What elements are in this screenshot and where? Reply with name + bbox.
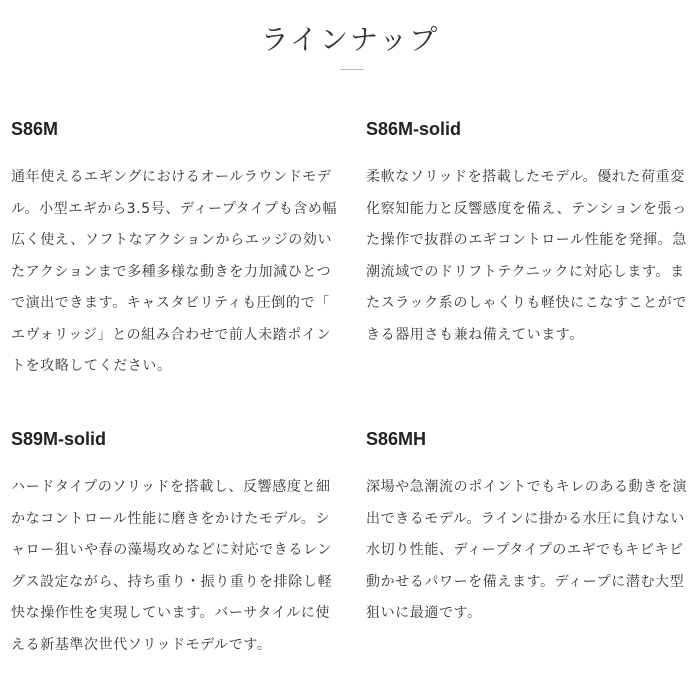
item-description: 深場や急潮流のポイントでもキレのある動きを演出できるモデル。ラインに掛かる水圧に負けない水切り性能、ディープタイプのエギでもキビキビ動かせるパワーを備えます。ディープに潜む大型狙いに最適です。 xyxy=(366,479,688,621)
item-description: 柔軟なソリッドを搭載したモデル。優れた荷重変化察知能力と反響感度を備え、テンションを張った操作で抜群のエギコントロール性能を発揮。急潮流域でのドリフトテクニックに対応します。またスラック系のしゃくりも軽快にこなすことができる器用さも兼ね備えています。 xyxy=(366,169,687,343)
lineup-item-s86m-solid xyxy=(366,114,696,351)
item-name: S89M-solid xyxy=(11,429,107,449)
item-name: S86MH xyxy=(366,429,427,449)
page-title: ラインナップ xyxy=(260,23,440,56)
lineup-item-s86m xyxy=(11,114,341,383)
lineup-item-s86mh xyxy=(366,424,696,630)
lineup-item-s89m-solid xyxy=(11,424,341,661)
item-name: S86M xyxy=(11,119,59,139)
item-description: ハードタイプのソリッドを搭載し、反響感度と細かなコントロール性能に磨きをかけたモデル。シャロー狙いや春の藻場攻めなどに対応できるレングス設定ながら、持ち重り・振り重りを排除し軽快な操作性を実現しています。バーサタイルに使える新基準次世代ソリッドモデルです。 xyxy=(11,479,333,653)
item-description: 通年使えるエギングにおけるオールラウンドモデル。小型エギから3.5号、ディープタイプも含め幅広く使え、ソフトなアクションからエッジの効いたアクションまで多種多様な動きを力加減ひとつで演出できます。キャスタビリティも圧倒的で「エヴォリッジ」との組み合わせで前人未踏ポイントを攻略してください。 xyxy=(11,169,338,374)
title-divider xyxy=(340,69,364,70)
item-name: S86M-solid xyxy=(366,119,462,139)
